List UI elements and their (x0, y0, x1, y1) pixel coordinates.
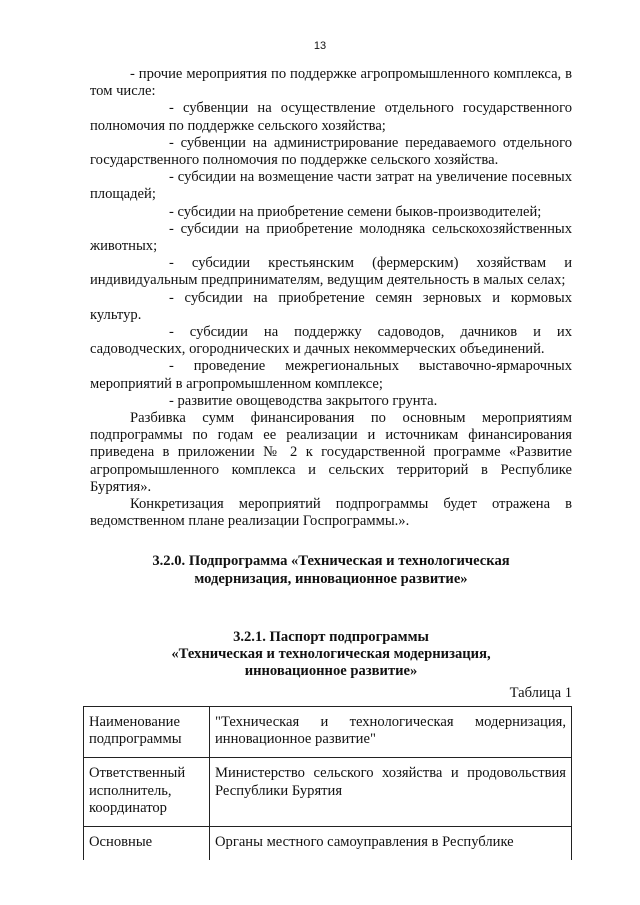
table-row (84, 758, 572, 827)
heading-line: инновационное развитие» (244, 663, 418, 680)
paragraph: Разбивка сумм финансирования по основным мероприятиям подпрограммы по годам ее реализации и источникам финансирования приведена в приложении № 2 к государственной программе «Развитие агропромышленного комплекса и сельских территорий в Республике Бурятия». (90, 410, 572, 495)
table-caption: Таблица 1 (509, 684, 572, 701)
table-label-cell: Основные (84, 827, 210, 861)
list-item: - субсидии на поддержку садоводов, дачников и их садоводческих, огороднических и дачных некоммерческих объединений. (90, 324, 572, 358)
list-item: - проведение межрегиональных выставочно-ярмарочных мероприятий в агропромышленном комплексе; (90, 358, 572, 392)
list-item: - субсидии крестьянским (фермерским) хозяйствам и индивидуальным предпринимателям, ведущим деятельность в малых селах; (90, 255, 572, 289)
list-item: - субсидии на приобретение семян зерновых и кормовых культур. (90, 289, 572, 323)
page-number: 13 (313, 40, 327, 52)
table-label-cell: Ответственный исполнитель, координатор (84, 758, 210, 827)
document-body (90, 66, 572, 702)
table-row (84, 707, 572, 758)
table-value-cell: Органы местного самоуправления в Республике (210, 827, 572, 861)
list-item: - субвенции на осуществление отдельного государственного полномочия по поддержке сельского хозяйства; (90, 100, 572, 134)
paragraph: - прочие мероприятия по поддержке агропромышленного комплекса, в том числе: (90, 66, 572, 100)
section-heading-320 (90, 553, 572, 587)
table-value-cell: "Техническая и технологическая модернизация, инновационное развитие" (210, 707, 572, 758)
heading-line: 3.2.1. Паспорт подпрограммы (233, 628, 429, 645)
table-label-cell: Наименование подпрограммы (84, 707, 210, 758)
list-item: - субсидии на возмещение части затрат на увеличение посевных площадей; (90, 169, 572, 203)
list-item: - развитие овощеводства закрытого грунта. (169, 392, 438, 409)
section-heading-321 (90, 629, 572, 681)
paragraph: Конкретизация мероприятий подпрограммы будет отражена в ведомственном плане реализации Госпрограммы.». (90, 496, 572, 530)
list-item: - субсидии на приобретение молодняка сельскохозяйственных животных; (90, 220, 572, 255)
heading-line: «Техническая и технологическая модернизация, (171, 646, 491, 663)
table-row (84, 827, 572, 861)
heading-line: модернизация, инновационное развитие» (194, 570, 468, 587)
passport-table (83, 706, 572, 860)
heading-line: 3.2.0. Подпрограмма «Техническая и технологическая (152, 553, 510, 570)
list-item: - субсидии на приобретение семени быков-производителей; (169, 203, 542, 220)
list-item: - субвенции на администрирование передаваемого отдельного государственного полномочия по поддержке сельского хозяйства. (90, 134, 572, 169)
table-value-cell: Министерство сельского хозяйства и продовольствия Республики Бурятия (210, 758, 572, 827)
